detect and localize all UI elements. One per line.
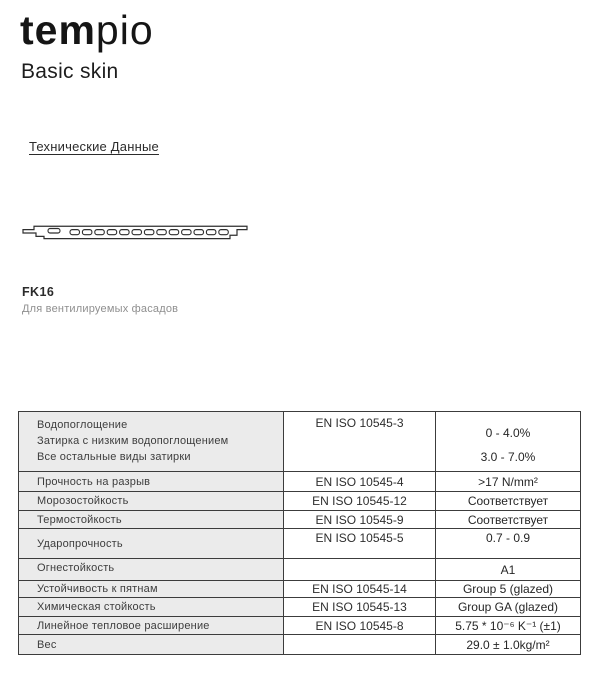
row-value: Group GA (glazed)	[436, 598, 581, 617]
row-value: A1	[436, 559, 581, 581]
row-label-line: Все остальные виды затирки	[37, 451, 191, 463]
row-value: 5.75 * 10⁻⁶ K⁻¹ (±1)	[436, 617, 581, 635]
row-standard: EN ISO 10545-13	[284, 598, 436, 617]
row-label: Вес	[19, 635, 284, 655]
row-standard	[284, 635, 436, 655]
brand-logo-bold-part: tem	[20, 7, 96, 53]
model-code: FK16	[22, 285, 55, 299]
row-value: Соответствует	[436, 492, 581, 511]
table-row-stain-resistance	[19, 581, 581, 598]
row-label: Прочность на разрыв	[19, 472, 284, 492]
row-label-line: Затирка с низким водопоглощением	[37, 435, 229, 447]
section-title-technical-data: Технические Данные	[29, 139, 159, 154]
row-value: >17 N/mm²	[436, 472, 581, 492]
row-standard: EN ISO 10545-14	[284, 581, 436, 598]
row-standard: EN ISO 10545-3	[284, 412, 436, 472]
table-row-frost-resistance	[19, 492, 581, 511]
table-row-fire-resistance	[19, 559, 581, 581]
row-label: Химическая стойкость	[19, 598, 284, 617]
row-value: 29.0 ± 1.0kg/m²	[436, 635, 581, 655]
table-row-impact-resistance	[19, 529, 581, 559]
row-label-line: Водопоглощение	[37, 419, 128, 431]
row-standard: EN ISO 10545-8	[284, 617, 436, 635]
table-row-water-absorption	[19, 412, 581, 472]
row-value: 0.7 - 0.9	[436, 529, 581, 559]
row-standard: EN ISO 10545-5	[284, 529, 436, 559]
brand-logo	[20, 8, 154, 53]
row-label: Морозостойкость	[19, 492, 284, 511]
row-label: Устойчивость к пятнам	[19, 581, 284, 598]
technical-data-table	[18, 411, 581, 655]
row-label: Линейное тепловое расширение	[19, 617, 284, 635]
brand-logo-light-part: pio	[95, 7, 154, 53]
product-line-title: Basic skin	[21, 60, 119, 83]
table-row-linear-thermal-expansion	[19, 617, 581, 635]
row-label: Ударопрочность	[19, 529, 284, 559]
row-label: Огнестойкость	[19, 559, 284, 581]
row-value-line: 0 - 4.0%	[485, 426, 531, 440]
row-value: Group 5 (glazed)	[436, 581, 581, 598]
row-standard: EN ISO 10545-12	[284, 492, 436, 511]
row-standard	[284, 559, 436, 581]
row-label: Термостойкость	[19, 511, 284, 529]
row-standard: EN ISO 10545-9	[284, 511, 436, 529]
model-description: Для вентилируемых фасадов	[22, 303, 179, 315]
panel-profile-cross-section-drawing	[22, 224, 248, 242]
table-row-tensile-strength	[19, 472, 581, 492]
table-row-weight	[19, 635, 581, 655]
row-value-line: 3.0 - 7.0%	[480, 450, 536, 464]
row-standard: EN ISO 10545-4	[284, 472, 436, 492]
table-row-thermal-shock-resistance	[19, 511, 581, 529]
row-value: Соответствует	[436, 511, 581, 529]
table-row-chemical-resistance	[19, 598, 581, 617]
